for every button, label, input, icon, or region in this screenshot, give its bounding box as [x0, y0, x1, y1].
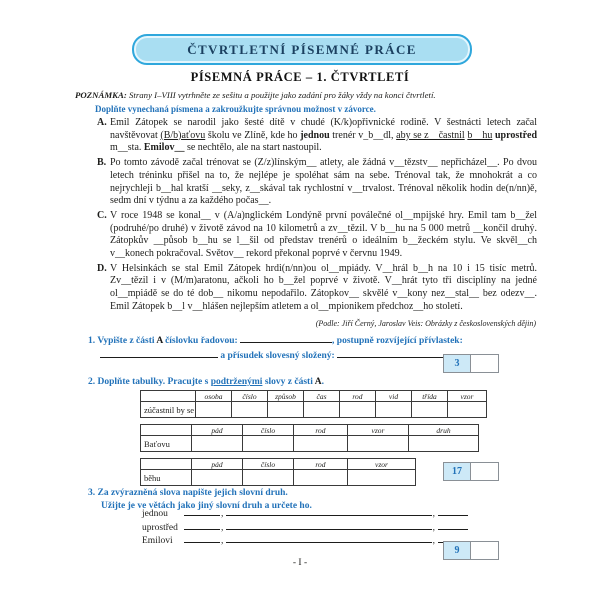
score-input-cell[interactable] — [471, 355, 498, 372]
table-header-číslo: číslo — [232, 391, 268, 402]
table-corner-cell — [141, 391, 196, 402]
highlighted-word: uprostřed — [142, 522, 178, 533]
text-run: 1. Vypište z části — [88, 336, 157, 346]
table-answer-cell[interactable] — [304, 402, 340, 418]
comma: , — [221, 536, 224, 546]
table-answer-cell[interactable] — [409, 436, 479, 452]
score-input-cell[interactable] — [471, 542, 498, 559]
text-run: jednou — [300, 129, 330, 141]
score-max-points: 3 — [444, 355, 471, 372]
passage-label: B. — [97, 157, 107, 169]
note-line — [75, 90, 542, 100]
table-answer-cell[interactable] — [448, 402, 487, 418]
table-answer-cell[interactable] — [294, 436, 348, 452]
passages-block — [97, 117, 537, 316]
page-title: PÍSEMNÁ PRÁCE – 1. ČTVRTLETÍ — [190, 70, 410, 84]
table-answer-cell[interactable] — [192, 470, 243, 486]
page-number: - I - — [292, 558, 308, 568]
answer-blank[interactable] — [240, 333, 332, 343]
word-answer-rows — [142, 506, 468, 547]
word-row-jednou — [142, 506, 468, 520]
passage-text — [110, 210, 537, 259]
banner-title: ČTVRTLETNÍ PÍSEMNÉ PRÁCE — [187, 41, 417, 57]
table-corner-cell — [141, 459, 192, 470]
score-box-task-1 — [443, 354, 499, 373]
answer-blank[interactable] — [100, 348, 218, 358]
section-banner — [132, 34, 472, 65]
note-text: Strany I–VIII vytrhněte ze sešitu a použijte jako zadání pro žáky vždy na konci čtvrtletí. — [129, 90, 436, 100]
text-run: A — [314, 377, 322, 387]
score-max-points: 9 — [444, 542, 471, 559]
answer-blank[interactable] — [438, 520, 468, 530]
highlighted-word: Emilovi — [142, 536, 173, 546]
table-answer-cell[interactable] — [243, 470, 294, 486]
exercise-instruction: Doplňte vynechaná písmena a zakroužkujte správnou možnost v závorce. — [95, 104, 376, 114]
passage-text — [110, 117, 537, 153]
table-header-vzor: vzor — [348, 459, 416, 470]
answer-blank[interactable] — [184, 506, 220, 516]
table-row-label: běhu — [141, 470, 192, 486]
text-run: b__hu — [467, 129, 493, 141]
passage-d — [97, 263, 537, 314]
passage-c — [97, 210, 537, 261]
text-run: podtrženými — [210, 377, 263, 387]
task-2 — [88, 376, 324, 389]
task-1 — [88, 333, 465, 363]
table-header-rod: rod — [294, 459, 348, 470]
table-header-číslo: číslo — [243, 425, 294, 436]
word-row-Emilovi — [142, 533, 468, 547]
text-run: Po tomto závodě začal trénovat se (Z/z)línským__ atlety, ale žádná v__tězstv__ nepřicházel__. Po dvou letech tréninku přišel na to, že nejlépe je spoléhat sám na sebe. Trénoval tak, že mnohokrát a co nejrychleji b__hal kratší __seky, z__skával tak rychlostní v__trvalost. Trénoval několik hodin de(n/nn)ě, sedm dní v týdnu a za každého počas__. — [110, 157, 537, 207]
passage-label: A. — [97, 117, 107, 128]
table-answer-cell[interactable] — [268, 402, 304, 418]
task-1-line-1 — [88, 333, 465, 348]
word-row-uprostřed — [142, 520, 468, 534]
passage-text — [110, 263, 537, 312]
task-3-line-1 — [88, 487, 312, 500]
score-max-points: 17 — [444, 463, 471, 480]
text-run: slovy z části — [262, 377, 315, 387]
table-row-label: Baťovu — [141, 436, 192, 452]
task-1-line-2 — [88, 348, 465, 363]
table-Baťovu — [140, 424, 479, 452]
text-run: Užijte je ve větách jako jiný slovní druh a určete ho. — [101, 501, 312, 511]
table-běhu — [140, 458, 416, 486]
table-zúčastnil-by-se — [140, 390, 487, 418]
task-2-line-1 — [88, 376, 324, 389]
comma: , — [221, 509, 224, 519]
text-run: uprostřed — [495, 129, 538, 141]
text-run: (B/b)aťovu — [160, 129, 206, 141]
answer-blank[interactable] — [438, 506, 468, 516]
comma: , — [432, 522, 435, 533]
answer-blank[interactable] — [226, 533, 431, 543]
table-header-rod: rod — [294, 425, 348, 436]
passage-text — [110, 157, 537, 206]
text-run: se nechtělo, ale na start nastoupil. — [184, 142, 322, 154]
comma: , — [432, 536, 435, 546]
text-run: V roce 1948 se konal__ v (A/a)nglickém Londýně první poválečné ol__mpijské hry. Emil tam b__žel (podruhé/po druhé) v životě závod na 10 kilometrů a zv__tězil. V b__hu na 5 000 metrů __končil druhý. Zátopkův __působ b__hu se l__šil od představ trenérů o ideálním b__žeckém stylu. Ve skvěl__ch v__konech pokračoval. Světov__ rekord překonal poprvé v červnu 1949. — [110, 209, 537, 260]
text-run: a přísudek slovesný složený: — [218, 351, 338, 361]
answer-blank[interactable] — [226, 520, 431, 530]
table-answer-cell[interactable] — [412, 402, 448, 418]
comma: , — [221, 522, 224, 533]
text-run: m__sta. — [110, 142, 144, 154]
table-answer-cell[interactable] — [243, 436, 294, 452]
table-corner-cell — [141, 425, 192, 436]
text-run: A — [156, 336, 163, 346]
passage-label: C. — [97, 209, 107, 221]
note-label: POZNÁMKA: — [75, 90, 127, 100]
table-header-vzor: vzor — [448, 391, 487, 402]
table-header-pád: pád — [192, 459, 243, 470]
comma: , — [432, 509, 435, 519]
answer-blank[interactable] — [184, 533, 220, 543]
grammar-tables — [140, 390, 487, 492]
text-run: 2. Doplňte tabulky. Pracujte s — [88, 377, 211, 387]
table-answer-cell[interactable] — [294, 470, 348, 486]
table-header-číslo: číslo — [243, 459, 294, 470]
text-run: trenér v_b__dl, — [329, 129, 397, 141]
passage-label: D. — [97, 262, 107, 274]
source-attribution: (Podle: Jiří Černý, Jaroslav Veis: Obrázky z československých dějin) — [315, 319, 536, 328]
table-answer-cell[interactable] — [348, 470, 416, 486]
text-run: , postupně rozvíjející přívlastek: — [332, 336, 463, 346]
table-header-pád: pád — [192, 425, 243, 436]
table-header-rod: rod — [340, 391, 376, 402]
table-answer-cell[interactable] — [192, 436, 243, 452]
table-answer-cell[interactable] — [376, 402, 412, 418]
table-answer-cell[interactable] — [196, 402, 232, 418]
table-header-osoba: osoba — [196, 391, 232, 402]
text-run: V Helsinkách se stal Emil Zátopek hrdi(n/nn)ou ol__mpiády. V__hrál b__h na 10 i 15 tisíc metrů. Zv__tězil i v (M/m)aratonu, ačkoli ho b__žel poprvé v životě. V__hrát tyto tři disciplíny na jedné ol__mpiádě se do té dob__ nikomu nepodařilo. Zátopkov__ skvělé v__kony nez__stal__ bez odezv__. Emil Zátopek b__l v__hlášen nejlepším atletem a ol__mpionikem předchoz__ho století. — [110, 262, 537, 312]
answer-blank[interactable] — [226, 506, 431, 516]
table-answer-cell[interactable] — [340, 402, 376, 418]
table-header-vid: vid — [376, 391, 412, 402]
table-header-třída: třída — [412, 391, 448, 402]
text-run: školu ve Zlíně, kde ho — [205, 129, 301, 141]
answer-blank[interactable] — [184, 520, 220, 530]
table-header-druh: druh — [409, 425, 479, 436]
text-run: Emilov__ — [143, 142, 185, 154]
passage-b — [97, 157, 537, 208]
highlighted-word: jednou — [142, 509, 168, 519]
score-input-cell[interactable] — [471, 463, 498, 480]
table-answer-cell[interactable] — [232, 402, 268, 418]
table-header-čas: čas — [304, 391, 340, 402]
table-answer-cell[interactable] — [348, 436, 409, 452]
table-header-způsob: způsob — [268, 391, 304, 402]
text-run: aby se z__častnil — [396, 129, 465, 141]
table-row-label: zúčastnil by se — [141, 402, 196, 418]
score-box-task-2 — [443, 462, 499, 481]
text-run: . — [321, 377, 324, 387]
text-run: Emil Zátopek se narodil jako šesté dítě v chudé (K/k)opřivnické rodině. V šestnácti letech začal navštěvovat — [110, 117, 537, 141]
text-run: 3. Za zvýrazněná slova napište jejich slovní druh. — [88, 488, 288, 498]
text-run: číslovku řadovou: — [162, 336, 241, 346]
passage-a — [97, 117, 537, 155]
table-header-vzor: vzor — [348, 425, 409, 436]
